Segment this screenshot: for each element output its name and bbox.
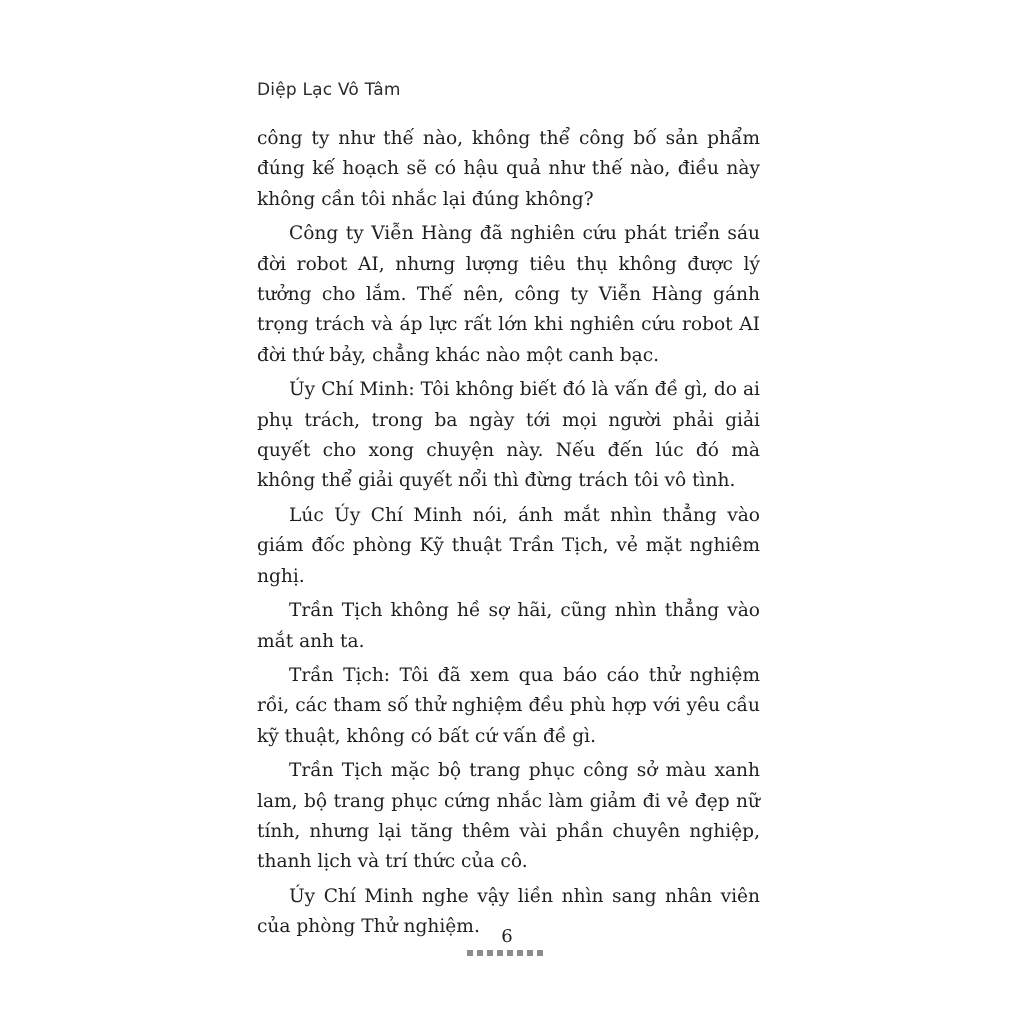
- paragraph: công ty như thế nào, không thể công bố sản phẩm đúng kế hoạch sẽ có hậu quả như thế nào, điều này không cần tôi nhắc lại đúng không?: [257, 128, 760, 210]
- paragraph: Úy Chí Minh nghe vậy liền nhìn sang nhân viên của phòng Thử nghiệm.: [257, 885, 760, 938]
- paragraph: Trần Tịch không hề sợ hãi, cũng nhìn thẳng vào mắt anh ta.: [257, 600, 760, 652]
- folio-dot: [517, 950, 523, 956]
- body-text: [257, 124, 760, 947]
- folio-dot: [507, 950, 513, 956]
- folio-dot: [537, 950, 543, 956]
- folio-dot: [527, 950, 533, 956]
- folio-dot: [497, 950, 503, 956]
- folio-dot: [477, 950, 483, 956]
- paragraph: Trần Tịch mặc bộ trang phục công sở màu xanh lam, bộ trang phục cứng nhắc làm giảm đi vẻ đẹp nữ tính, nhưng lại tăng thêm vài phần chuyên nghiệp, thanh lịch và trí thức của cô.: [257, 760, 760, 873]
- folio-dot: [467, 950, 473, 956]
- paragraph: Công ty Viễn Hàng đã nghiên cứu phát triển sáu đời robot AI, nhưng lượng tiêu thụ không được lý tưởng cho lắm. Thế nên, công ty Viễn Hàng gánh trọng trách và áp lực rất lớn khi nghiên cứu robot AI đời thứ bảy, chẳng khác nào một canh bạc.: [257, 223, 760, 366]
- paragraph: Lúc Úy Chí Minh nói, ánh mắt nhìn thẳng vào giám đốc phòng Kỹ thuật Trần Tịch, vẻ mặt nghiêm nghị.: [257, 504, 760, 587]
- running-header: Diệp Lạc Vô Tâm: [257, 80, 401, 100]
- folio-dot: [487, 950, 493, 956]
- paragraph: Trần Tịch: Tôi đã xem qua báo cáo thử nghiệm rồi, các tham số thử nghiệm đều phù hợp với yêu cầu kỹ thuật, không có bất cứ vấn đề gì.: [257, 664, 760, 747]
- folio-ornament: [467, 950, 543, 956]
- page-number: 6: [501, 926, 513, 947]
- paragraph: Úy Chí Minh: Tôi không biết đó là vấn đề gì, do ai phụ trách, trong ba ngày tới mọi người phải giải quyết cho xong chuyện này. Nếu đến lúc đó mà không thể giải quyết nổi thì đừng trách tôi vô tình.: [257, 379, 760, 492]
